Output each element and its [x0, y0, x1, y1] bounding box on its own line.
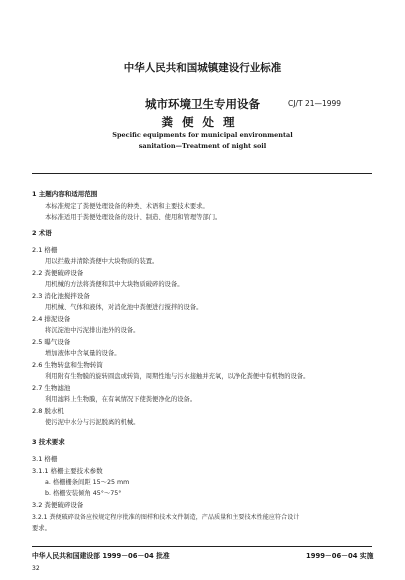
section-3-2-1-line1: 3.2.1 粪便破碎设备应按规定程序批准的图样和技术文件制造，产品质量和主要技术性能应符合设计 [32, 514, 300, 521]
section-2-6-text: 利用附有生物膜的旋转圆盘或转筒，周期性地与污水接触并充氧，以净化粪便中有机物的设备。 [45, 373, 310, 380]
document-title-line2: 粪便处理 [161, 115, 244, 129]
section-3-heading: 3 技术要求 [32, 438, 65, 446]
section-2-6-heading: 2.6 生物转盘和生物转筒 [32, 361, 103, 369]
section-3-2-heading: 3.2 粪便破碎设备 [32, 501, 84, 509]
standard-code: CJ/T 21—1999 [288, 99, 342, 108]
section-2-1-text: 用以拦截并清除粪便中大块物质的装置。 [45, 258, 159, 265]
section-1-heading: 1 主题内容和适用范围 [32, 190, 98, 198]
section-2-7-heading: 2.7 生物滤池 [32, 384, 71, 392]
section-1-paragraph-2: 本标准适用于粪便处理设备的设计、制造、使用和管理等部门。 [45, 214, 222, 221]
section-3-2-1-line2: 要求。 [32, 525, 51, 532]
english-title-line1: Specific equipments for municipal environmental [112, 131, 293, 139]
approval-statement: 中华人民共和国建设部 1999－06－04 批准 [32, 552, 170, 560]
section-2-5-heading: 2.5 曝气设备 [32, 338, 71, 346]
section-2-3-heading: 2.3 消化池搅拌设备 [32, 292, 90, 300]
section-3-1-heading: 3.1 格栅 [32, 455, 58, 463]
section-2-4-text: 将沉淀池中污泥排出池外的设备。 [45, 327, 140, 334]
section-2-2-text: 用机械的方法将粪便和其中大块物质破碎的设备。 [45, 281, 184, 288]
section-2-2-heading: 2.2 粪便破碎设备 [32, 269, 84, 277]
section-3-1-1-item-a: a. 格栅栅条间距 15～25 mm [45, 479, 130, 486]
section-3-1-1-heading: 3.1.1 格栅主要技术参数 [32, 467, 103, 475]
page-number: 32 [32, 565, 40, 572]
document-title-line1: 城市环境卫生专用设备 [145, 97, 260, 111]
section-2-3-text: 用机械、气体和液体，对消化池中粪便进行搅拌的设备。 [45, 304, 203, 311]
section-2-heading: 2 术语 [32, 229, 52, 237]
implementation-date: 1999－06－04 实施 [306, 552, 374, 560]
footer-divider [32, 546, 372, 547]
section-2-8-text: 使污泥中水分与污泥脱离的机械。 [45, 419, 140, 426]
section-1-paragraph-1: 本标准规定了粪便处理设备的种类、术语和主要技术要求。 [45, 203, 209, 210]
industry-standard-label: 中华人民共和国城镇建设行业标准 [123, 62, 282, 74]
section-3-1-1-item-b: b. 格栅安装倾角 45°～75° [45, 490, 122, 497]
section-2-1-heading: 2.1 格栅 [32, 246, 58, 254]
section-2-4-heading: 2.4 排泥设备 [32, 315, 71, 323]
header-divider [32, 173, 372, 174]
section-2-7-text: 利用滤料上生物膜，在有氧情况下使粪便净化的设备。 [45, 396, 197, 403]
section-2-5-text: 增加液体中含氧量的设备。 [45, 350, 121, 357]
section-2-8-heading: 2.8 脱水机 [32, 407, 64, 415]
english-title-line2: sanitation—Treatment of night soil [138, 142, 267, 150]
